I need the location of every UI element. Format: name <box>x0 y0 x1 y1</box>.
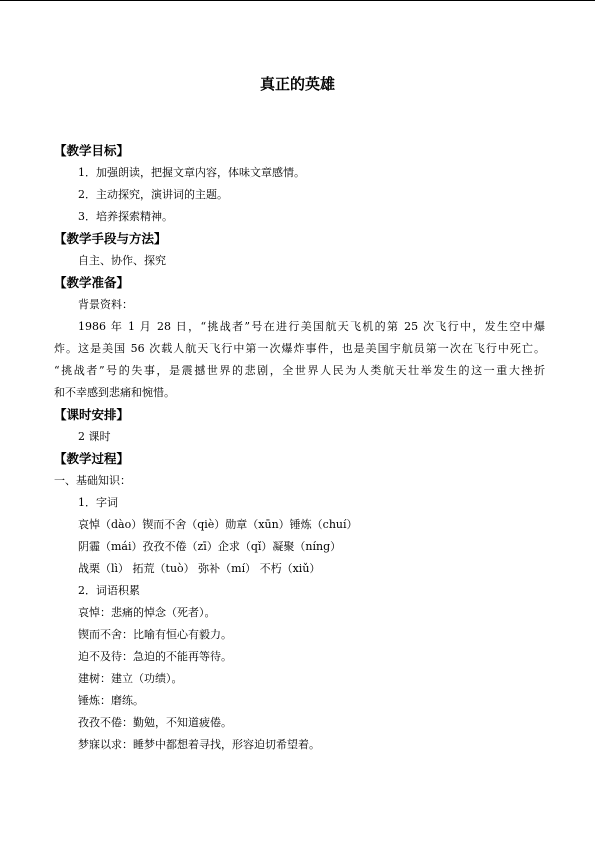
background-label: 背景资料： <box>78 298 133 311</box>
heading-teaching-methods: 【教学手段与方法】 <box>54 231 167 246</box>
vocab-item-4: 建树：建立（功绩）。 <box>78 672 183 685</box>
methods-text: 自主、协作、探究 <box>78 254 166 267</box>
char-line-2: 阴霾（mái）孜孜不倦（zī）企求（qǐ）凝聚（níng） <box>78 540 342 553</box>
background-paragraph-line-1: 1986 年 1 月 28 日，“挑战者”号在进行美国航天飞机的第 25 次飞行中，发生空中爆 <box>78 320 545 333</box>
process-part-1: 一、基础知识： <box>54 474 131 487</box>
process-subheading-1: 1．字词 <box>78 496 118 509</box>
document-title: 真正的英雄 <box>259 75 335 93</box>
vocab-item-7: 梦寐以求：睡梦中都想着寻找，形容迫切希望着。 <box>78 738 320 751</box>
vocab-item-3: 迫不及待：急迫的不能再等待。 <box>78 650 232 663</box>
char-line-1: 哀悼（dào）锲而不舍（qiè）勋章（xūn）锤炼（chuí） <box>78 518 358 531</box>
goal-item-1: 1．加强朗读，把握文章内容，体味文章感情。 <box>78 166 305 179</box>
goal-item-2: 2．主动探究，演讲词的主题。 <box>78 188 228 201</box>
background-paragraph-line-4: 和不幸感到悲痛和惋惜。 <box>54 386 175 399</box>
heading-teaching-preparation: 【教学准备】 <box>54 275 130 290</box>
heading-teaching-process: 【教学过程】 <box>54 451 130 466</box>
header-rule <box>0 0 595 1</box>
vocab-item-2: 锲而不舍：比喻有恒心有毅力。 <box>78 628 232 641</box>
heading-teaching-goals: 【教学目标】 <box>54 143 130 158</box>
vocab-item-6: 孜孜不倦：勤勉，不知道疲倦。 <box>78 716 232 729</box>
vocab-item-5: 锤炼：磨练。 <box>78 694 144 707</box>
schedule-text: 2 课时 <box>78 430 111 443</box>
vocab-item-1: 哀悼：悲痛的悼念（死者）。 <box>78 606 216 619</box>
heading-class-schedule: 【课时安排】 <box>54 407 130 422</box>
background-paragraph-line-3: “挑战者”号的失事，是震撼世界的悲剧，全世界人民为人类航天壮举发生的这一重大挫折 <box>54 364 545 377</box>
process-subheading-2: 2．词语积累 <box>78 584 140 597</box>
background-paragraph-line-2: 炸。这是美国 56 次载人航天飞行中第一次爆炸事件，也是美国宇航员第一次在飞行中死亡。 <box>54 342 545 355</box>
goal-item-3: 3．培养探索精神。 <box>78 210 173 223</box>
char-line-3: 战栗（lì） 拓荒（tuò） 弥补（mí） 不朽（xiǔ） <box>78 562 321 575</box>
